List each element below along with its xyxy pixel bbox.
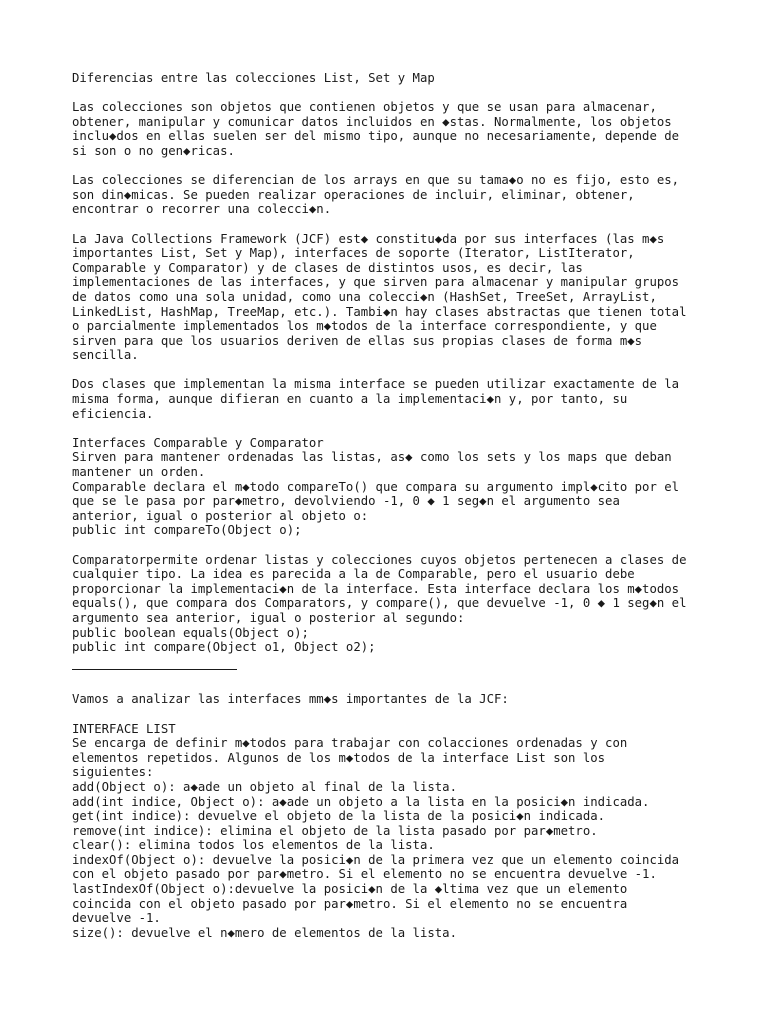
text-line: anterior, igual o posterior al objeto o:: [72, 508, 369, 523]
text-line: importantes List, Set y Map), interfaces de soporte (Iterator, ListIterator,: [72, 246, 635, 261]
paragraph: [72, 377, 712, 421]
text-line: implementaciones de las interfaces, y que sirven para almacenar y manipular grupos: [72, 275, 680, 290]
text-line: Las colecciones son objetos que contienen objetos y que se usan para almacenar,: [72, 100, 657, 115]
document-page: [72, 71, 712, 955]
text-line: Comparable y Comparator) y de clases de distintos usos, es decir, las: [72, 260, 583, 275]
text-line: si son o no gen◆ricas.: [72, 143, 235, 158]
text-line: INTERFACE LIST: [72, 721, 176, 736]
text-line: coincida con el objeto pasado por par◆metro. Si el elemento no se encuentra: [72, 896, 628, 911]
text-line: lastIndexOf(Object o):devuelve la posici◆n de la ◆ltima vez que un elemento: [72, 882, 628, 897]
document-title-block: [72, 71, 712, 86]
text-line: o parcialmente implementados los m◆todos de la interface correspondiente, y que: [72, 319, 657, 334]
section-collections-overview: [72, 100, 712, 655]
text-line: Se encarga de definir m◆todos para trabajar con colacciones ordenadas y con: [72, 736, 628, 751]
text-line: Las colecciones se diferencian de los arrays en que su tama◆o no es fijo, esto es,: [72, 173, 680, 188]
text-line: Vamos a analizar las interfaces mm◆s importantes de la JCF:: [72, 692, 509, 707]
text-line: indexOf(Object o): devuelve la posici◆n de la primera vez que un elemento coincida: [72, 852, 680, 867]
text-line: argumento sea anterior, igual o posterior al segundo:: [72, 610, 465, 625]
text-line: Interfaces Comparable y Comparator: [72, 435, 324, 450]
text-line: que se le pasa por par◆metro, devolviendo -1, 0 ◆ 1 seg◆n el argumento sea: [72, 494, 620, 509]
text-line: add(Object o): a◆ade un objeto al final de la lista.: [72, 779, 457, 794]
text-line: equals(), que compara dos Comparators, y compare(), que devuelve -1, 0 ◆ 1 seg◆n el: [72, 596, 687, 611]
paragraph: [72, 553, 712, 655]
text-line: remove(int indice): elimina el objeto de la lista pasado por par◆metro.: [72, 823, 598, 838]
document-title: Diferencias entre las colecciones List, Set y Map: [72, 71, 435, 85]
horizontal-rule: [72, 669, 237, 670]
text-line: obtener, manipular y comunicar datos incluidos en ◆stas. Normalmente, los objetos: [72, 114, 672, 129]
text-line: Comparable declara el m◆todo compareTo() que compara su argumento impl◆cito por el: [72, 479, 680, 494]
text-line: clear(): elimina todos los elementos de la lista.: [72, 838, 435, 853]
text-line: elementos repetidos. Algunos de los m◆todos de la interface List son los: [72, 750, 606, 765]
paragraph: [72, 232, 712, 363]
text-line: sirven para que los usuarios deriven de ellas sus propias clases de forma m◆s: [72, 333, 643, 348]
text-line: mantener un orden.: [72, 465, 206, 480]
text-line: size(): devuelve el n◆mero de elementos de la lista.: [72, 925, 457, 940]
text-line: La Java Collections Framework (JCF) est◆ constitu◆da por sus interfaces (las m◆s: [72, 231, 665, 246]
paragraph: [72, 722, 712, 941]
text-line: public int compareTo(Object o);: [72, 523, 302, 538]
text-line: cualquier tipo. La idea es parecida a la de Comparable, pero el usuario debe: [72, 567, 635, 582]
paragraph: [72, 692, 712, 707]
text-line: son din◆micas. Se pueden realizar operaciones de incluir, eliminar, obtener,: [72, 187, 635, 202]
text-line: inclu◆dos en ellas suelen ser del mismo tipo, aunque no necesariamente, depende de: [72, 129, 680, 144]
text-line: get(int indice): devuelve el objeto de la lista de la posici◆n indicada.: [72, 809, 606, 824]
section-interface-list: [72, 692, 712, 940]
text-line: LinkedList, HashMap, TreeMap, etc.). Tambi◆n hay clases abstractas que tienen total: [72, 304, 687, 319]
text-line: con el objeto pasado por par◆metro. Si el elemento no se encuentra devuelve -1.: [72, 867, 657, 882]
paragraph: [72, 436, 712, 538]
text-line: proporcionar la implementaci◆n de la interface. Esta interface declara los m◆todos: [72, 581, 680, 596]
text-line: encontrar o recorrer una colecci◆n.: [72, 202, 332, 217]
text-line: misma forma, aunque difieran en cuanto a la implementaci◆n y, por tanto, su: [72, 392, 628, 407]
text-line: Dos clases que implementan la misma interface se pueden utilizar exactamente de la: [72, 377, 680, 392]
text-line: eficiencia.: [72, 406, 154, 421]
paragraph: [72, 173, 712, 217]
text-line: de datos como una sola unidad, como una colecci◆n (HashSet, TreeSet, ArrayList,: [72, 289, 657, 304]
text-line: Comparatorpermite ordenar listas y colecciones cuyos objetos pertenecen a clases de: [72, 552, 687, 567]
text-line: Sirven para mantener ordenadas las listas, as◆ como los sets y los maps que deban: [72, 450, 672, 465]
text-line: public int compare(Object o1, Object o2);: [72, 640, 376, 655]
text-line: devuelve -1.: [72, 911, 161, 926]
text-line: sencilla.: [72, 348, 139, 363]
text-line: add(int indice, Object o): a◆ade un objeto a la lista en la posici◆n indicada.: [72, 794, 650, 809]
text-line: public boolean equals(Object o);: [72, 625, 309, 640]
text-line: siguientes:: [72, 765, 154, 780]
paragraph: [72, 100, 712, 158]
